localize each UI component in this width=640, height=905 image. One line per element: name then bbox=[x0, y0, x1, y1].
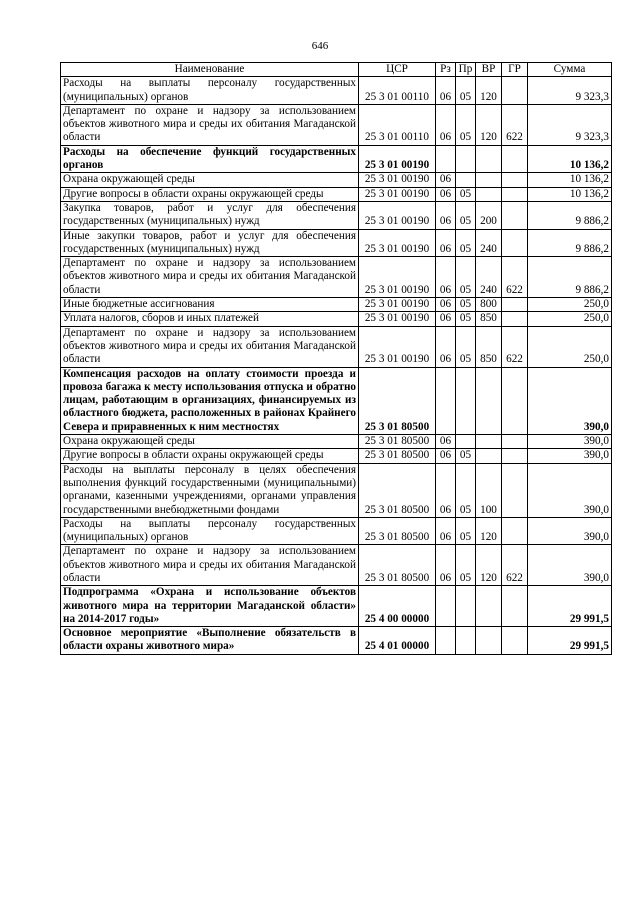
table-body bbox=[61, 77, 612, 654]
row-pr bbox=[456, 367, 476, 434]
row-csr: 25 3 01 00190 bbox=[359, 187, 436, 201]
table-row bbox=[61, 435, 612, 449]
table-row bbox=[61, 298, 612, 312]
row-name: Основное мероприятие «Выполнение обязательств в области охраны животного мира» bbox=[61, 627, 359, 655]
row-pr: 05 bbox=[456, 298, 476, 312]
row-vr: 850 bbox=[476, 326, 502, 367]
row-pr bbox=[456, 586, 476, 627]
row-gr bbox=[502, 201, 528, 229]
row-sum: 9 886,2 bbox=[528, 257, 612, 298]
header-vr: ВР bbox=[476, 63, 502, 77]
row-pr: 05 bbox=[456, 312, 476, 326]
row-name: Департамент по охране и надзору за использованием объектов животного мира и среды их обитания Магаданской области bbox=[61, 104, 359, 145]
table-row bbox=[61, 187, 612, 201]
row-pr: 05 bbox=[456, 463, 476, 517]
row-name: Другие вопросы в области охраны окружающей среды bbox=[61, 187, 359, 201]
row-vr: 120 bbox=[476, 77, 502, 105]
row-name: Охрана окружающей среды bbox=[61, 173, 359, 187]
table-row bbox=[61, 257, 612, 298]
row-name: Департамент по охране и надзору за использованием объектов животного мира и среды их обитания Магаданской области bbox=[61, 257, 359, 298]
table-row bbox=[61, 463, 612, 517]
row-name: Охрана окружающей среды bbox=[61, 435, 359, 449]
row-gr bbox=[502, 145, 528, 173]
row-gr bbox=[502, 298, 528, 312]
table-row bbox=[61, 449, 612, 463]
row-sum: 29 991,5 bbox=[528, 586, 612, 627]
row-gr bbox=[502, 173, 528, 187]
row-gr bbox=[502, 77, 528, 105]
row-vr: 850 bbox=[476, 312, 502, 326]
table-row bbox=[61, 312, 612, 326]
row-csr: 25 3 01 00190 bbox=[359, 201, 436, 229]
table-row bbox=[61, 367, 612, 434]
row-rz: 06 bbox=[436, 229, 456, 257]
row-sum: 390,0 bbox=[528, 435, 612, 449]
row-rz bbox=[436, 586, 456, 627]
row-pr: 05 bbox=[456, 545, 476, 586]
row-gr: 622 bbox=[502, 104, 528, 145]
row-name: Уплата налогов, сборов и иных платежей bbox=[61, 312, 359, 326]
row-pr: 05 bbox=[456, 201, 476, 229]
row-csr: 25 3 01 80500 bbox=[359, 517, 436, 545]
row-vr bbox=[476, 187, 502, 201]
row-csr: 25 3 01 80500 bbox=[359, 463, 436, 517]
table-row bbox=[61, 545, 612, 586]
row-gr bbox=[502, 463, 528, 517]
row-csr: 25 3 01 80500 bbox=[359, 435, 436, 449]
row-gr bbox=[502, 517, 528, 545]
row-rz: 06 bbox=[436, 312, 456, 326]
row-rz: 06 bbox=[436, 104, 456, 145]
table-header-row bbox=[61, 63, 612, 77]
row-pr: 05 bbox=[456, 257, 476, 298]
row-rz: 06 bbox=[436, 517, 456, 545]
page-number: 646 bbox=[311, 40, 329, 52]
row-gr: 622 bbox=[502, 326, 528, 367]
row-sum: 390,0 bbox=[528, 517, 612, 545]
row-name: Иные закупки товаров, работ и услуг для обеспечения государственных (муниципальных) нужд bbox=[61, 229, 359, 257]
row-rz: 06 bbox=[436, 257, 456, 298]
row-gr: 622 bbox=[502, 257, 528, 298]
row-csr: 25 3 01 00110 bbox=[359, 77, 436, 105]
header-pr: Пр bbox=[456, 63, 476, 77]
table-row bbox=[61, 627, 612, 655]
row-csr: 25 3 01 00190 bbox=[359, 173, 436, 187]
row-sum: 9 323,3 bbox=[528, 77, 612, 105]
row-sum: 250,0 bbox=[528, 326, 612, 367]
row-csr: 25 3 01 80500 bbox=[359, 545, 436, 586]
row-vr bbox=[476, 145, 502, 173]
row-csr: 25 3 01 00190 bbox=[359, 257, 436, 298]
row-pr: 05 bbox=[456, 229, 476, 257]
row-csr: 25 3 01 00110 bbox=[359, 104, 436, 145]
header-name: Наименование bbox=[61, 63, 359, 77]
row-rz: 06 bbox=[436, 173, 456, 187]
row-rz bbox=[436, 367, 456, 434]
table-row bbox=[61, 145, 612, 173]
row-pr bbox=[456, 145, 476, 173]
row-name: Подпрограмма «Охрана и использование объектов животного мира на территории Магаданской области» на 2014-2017 годы» bbox=[61, 586, 359, 627]
table-row bbox=[61, 173, 612, 187]
row-rz: 06 bbox=[436, 463, 456, 517]
row-sum: 29 991,5 bbox=[528, 627, 612, 655]
table-row bbox=[61, 201, 612, 229]
row-vr: 240 bbox=[476, 229, 502, 257]
table-row bbox=[61, 517, 612, 545]
row-sum: 9 323,3 bbox=[528, 104, 612, 145]
row-pr: 05 bbox=[456, 449, 476, 463]
row-vr: 200 bbox=[476, 201, 502, 229]
row-sum: 390,0 bbox=[528, 545, 612, 586]
row-rz: 06 bbox=[436, 77, 456, 105]
row-rz: 06 bbox=[436, 449, 456, 463]
row-rz: 06 bbox=[436, 435, 456, 449]
table-row bbox=[61, 104, 612, 145]
row-csr: 25 3 01 00190 bbox=[359, 312, 436, 326]
header-sum: Сумма bbox=[528, 63, 612, 77]
row-vr bbox=[476, 449, 502, 463]
row-sum: 10 136,2 bbox=[528, 187, 612, 201]
row-sum: 10 136,2 bbox=[528, 173, 612, 187]
row-sum: 250,0 bbox=[528, 312, 612, 326]
row-gr bbox=[502, 229, 528, 257]
row-sum: 390,0 bbox=[528, 449, 612, 463]
row-csr: 25 3 01 00190 bbox=[359, 229, 436, 257]
row-vr: 100 bbox=[476, 463, 502, 517]
row-rz: 06 bbox=[436, 201, 456, 229]
row-name: Расходы на выплаты персоналу в целях обеспечения выполнения функций государственными (муниципальными) органами, казенными учреждениями, органами управления государственными внебюджетными фондами bbox=[61, 463, 359, 517]
row-rz: 06 bbox=[436, 298, 456, 312]
row-vr: 120 bbox=[476, 517, 502, 545]
row-vr: 240 bbox=[476, 257, 502, 298]
row-name: Другие вопросы в области охраны окружающей среды bbox=[61, 449, 359, 463]
row-pr: 05 bbox=[456, 517, 476, 545]
table-row bbox=[61, 229, 612, 257]
row-gr bbox=[502, 367, 528, 434]
row-pr bbox=[456, 435, 476, 449]
row-csr: 25 3 01 00190 bbox=[359, 326, 436, 367]
table-row bbox=[61, 77, 612, 105]
row-gr bbox=[502, 187, 528, 201]
budget-table bbox=[60, 62, 612, 655]
row-pr: 05 bbox=[456, 326, 476, 367]
row-gr bbox=[502, 627, 528, 655]
row-rz: 06 bbox=[436, 326, 456, 367]
row-vr bbox=[476, 627, 502, 655]
row-name: Расходы на обеспечение функций государственных органов bbox=[61, 145, 359, 173]
row-vr bbox=[476, 173, 502, 187]
row-name: Расходы на выплаты персоналу государственных (муниципальных) органов bbox=[61, 77, 359, 105]
row-sum: 250,0 bbox=[528, 298, 612, 312]
row-name: Иные бюджетные ассигнования bbox=[61, 298, 359, 312]
table-row bbox=[61, 326, 612, 367]
row-sum: 390,0 bbox=[528, 463, 612, 517]
row-csr: 25 3 01 00190 bbox=[359, 145, 436, 173]
row-sum: 390,0 bbox=[528, 367, 612, 434]
row-csr: 25 3 01 00190 bbox=[359, 298, 436, 312]
row-csr: 25 4 00 00000 bbox=[359, 586, 436, 627]
row-name: Департамент по охране и надзору за использованием объектов животного мира и среды их обитания Магаданской области bbox=[61, 326, 359, 367]
row-vr: 120 bbox=[476, 545, 502, 586]
row-gr bbox=[502, 435, 528, 449]
row-name: Закупка товаров, работ и услуг для обеспечения государственных (муниципальных) нужд bbox=[61, 201, 359, 229]
row-vr bbox=[476, 367, 502, 434]
row-pr: 05 bbox=[456, 187, 476, 201]
row-pr bbox=[456, 173, 476, 187]
row-csr: 25 3 01 80500 bbox=[359, 449, 436, 463]
row-name: Расходы на выплаты персоналу государственных (муниципальных) органов bbox=[61, 517, 359, 545]
row-csr: 25 3 01 80500 bbox=[359, 367, 436, 434]
row-rz: 06 bbox=[436, 187, 456, 201]
header-csr: ЦСР bbox=[359, 63, 436, 77]
row-name: Компенсация расходов на оплату стоимости проезда и провоза багажа к месту использования отпуска и обратно лицам, работающим в организациях, финансируемых из областного бюджета, расположенных в районах Крайнего Севера и приравненных к ним местностях bbox=[61, 367, 359, 434]
row-rz: 06 bbox=[436, 545, 456, 586]
row-gr bbox=[502, 449, 528, 463]
row-gr bbox=[502, 586, 528, 627]
row-sum: 9 886,2 bbox=[528, 201, 612, 229]
row-csr: 25 4 01 00000 bbox=[359, 627, 436, 655]
row-pr bbox=[456, 627, 476, 655]
header-rz: Рз bbox=[436, 63, 456, 77]
header-gr: ГР bbox=[502, 63, 528, 77]
row-vr bbox=[476, 435, 502, 449]
row-rz bbox=[436, 145, 456, 173]
row-pr: 05 bbox=[456, 104, 476, 145]
row-pr: 05 bbox=[456, 77, 476, 105]
row-rz bbox=[436, 627, 456, 655]
row-gr bbox=[502, 312, 528, 326]
row-name: Департамент по охране и надзору за использованием объектов животного мира и среды их обитания Магаданской области bbox=[61, 545, 359, 586]
table-row bbox=[61, 586, 612, 627]
row-vr: 800 bbox=[476, 298, 502, 312]
row-vr: 120 bbox=[476, 104, 502, 145]
row-vr bbox=[476, 586, 502, 627]
row-sum: 10 136,2 bbox=[528, 145, 612, 173]
row-sum: 9 886,2 bbox=[528, 229, 612, 257]
row-gr: 622 bbox=[502, 545, 528, 586]
